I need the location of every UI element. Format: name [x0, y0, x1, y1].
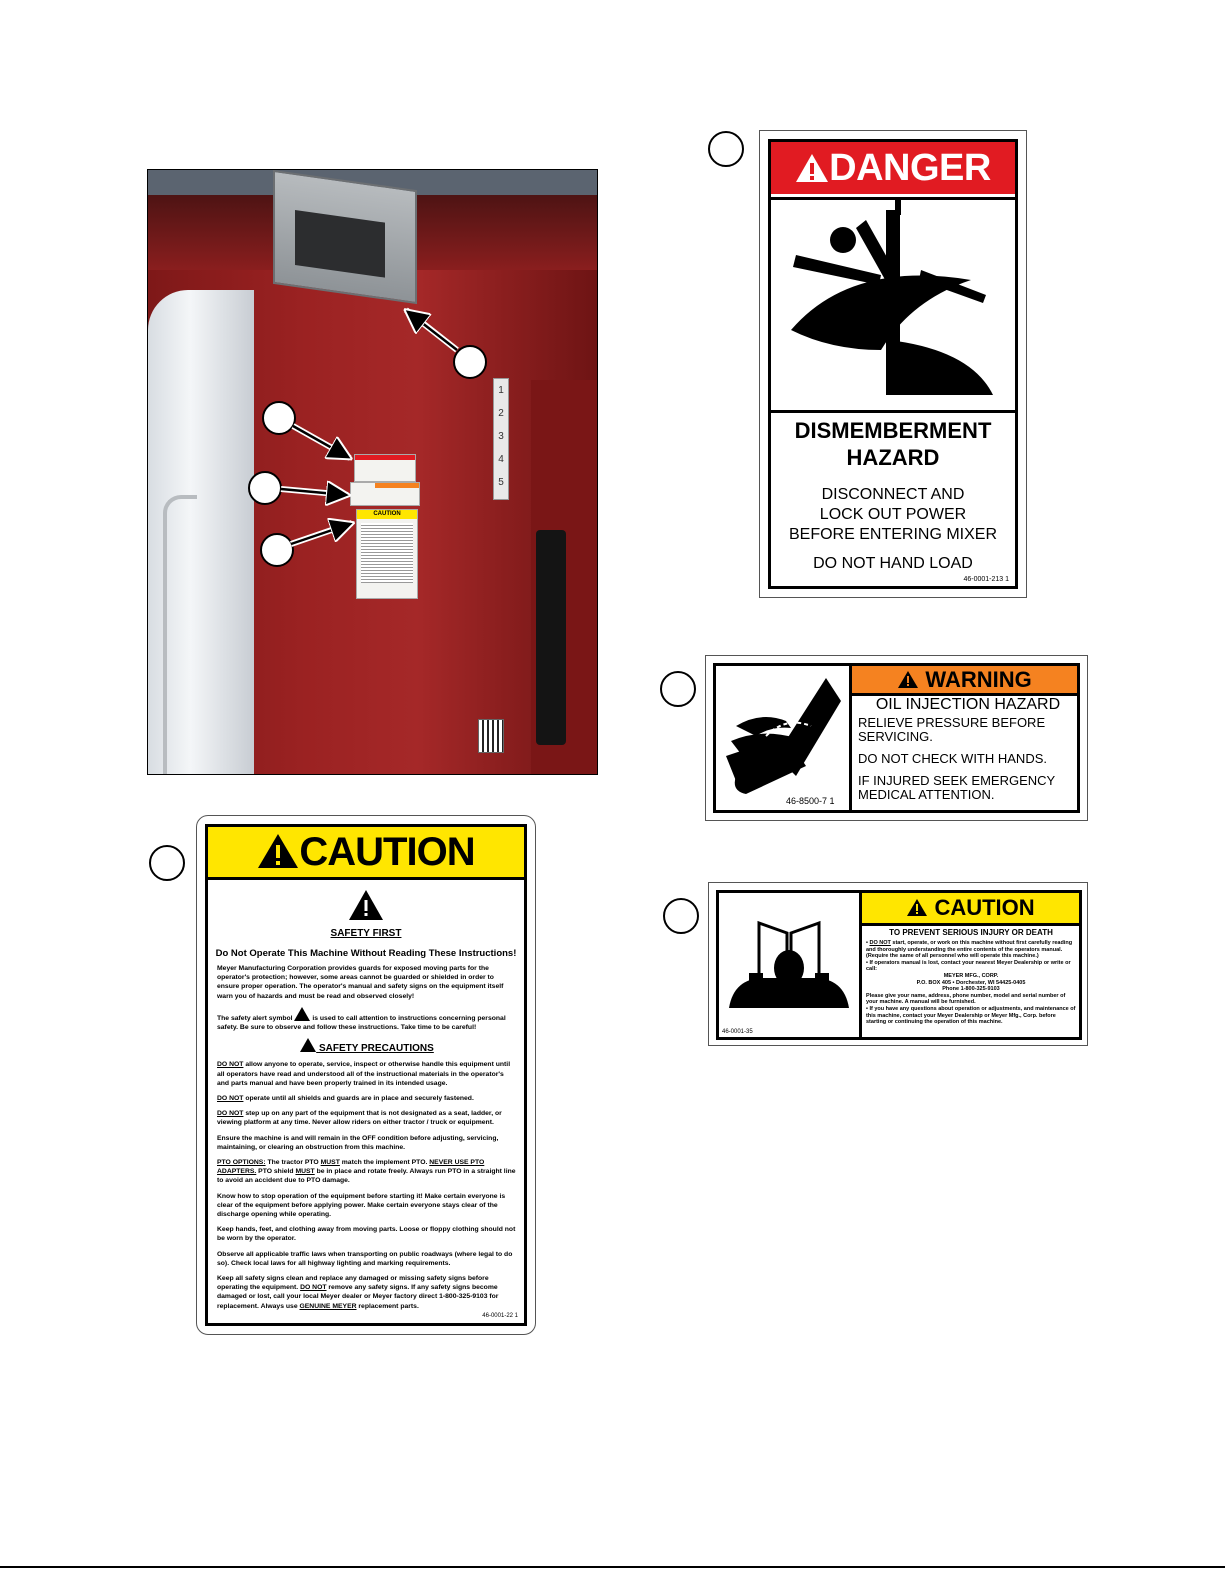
- read-manual-icon: [719, 893, 859, 1033]
- danger-hazard-title: DISMEMBERMENT HAZARD: [794, 418, 992, 470]
- precaution-paragraph: DO NOT operate until all shields and guards are in place and securely fastened.: [217, 1095, 474, 1103]
- warning-decal: [705, 655, 1088, 821]
- alert-triangle-icon: [257, 833, 299, 869]
- scale-mark: 5: [498, 477, 504, 488]
- qr-code: [478, 719, 504, 753]
- callout-caution-small: [663, 898, 699, 934]
- auger-pictogram: [771, 197, 1015, 413]
- grab-rail: [163, 495, 197, 775]
- caution-manual-title: TO PREVENT SERIOUS INJURY OR DEATH: [889, 928, 1053, 937]
- precaution-paragraph: Know how to stop operation of the equipment before starting it! Make certain everyone is clear of the equipment before applying power. Make certain everyone stays clear of the discharge opening while operating.: [217, 1192, 506, 1219]
- caution-manual-border: [716, 890, 1082, 1040]
- danger-instructions: [771, 485, 1015, 545]
- caution-large-body: [217, 964, 517, 1317]
- caution-safety-first-decal: [196, 815, 536, 1335]
- alert-triangle-icon: [906, 898, 928, 917]
- scale-mark: 1: [498, 385, 504, 396]
- oil-injection-pictogram: [716, 666, 852, 810]
- caution-large-part-number: 46-0001-22 1: [482, 1313, 518, 1319]
- caution-manual-bullet: • DO NOT start, operate, or work on this machine without first carefully reading and thoroughly understanding the entire contents of the operators manual. (Require the same of all personnel who will operate this machine.): [866, 940, 1073, 960]
- window-glass: [295, 210, 385, 278]
- page-bottom-rule: [0, 1566, 1225, 1568]
- alert-triangle-icon: [795, 153, 829, 183]
- warning-header-text: WARNING: [925, 667, 1032, 692]
- safety-precautions-heading: SAFETY PRECAUTIONS: [217, 1038, 517, 1053]
- inspection-window: [273, 170, 417, 304]
- danger-header: [771, 142, 1015, 194]
- warning-body: [858, 698, 1078, 810]
- callout-warning: [660, 671, 696, 707]
- callout-danger: [708, 131, 744, 167]
- caution-large-header-text: CAUTION: [299, 830, 475, 874]
- warning-decal-border: [713, 663, 1080, 813]
- caution-manual-body: [866, 928, 1076, 1026]
- callout-photo-mid: [248, 471, 282, 505]
- precaution-paragraph: Ensure the machine is and will remain in the OFF condition before adjusting, servicing, maintaining, or clearing an obstruction from this machine.: [217, 1134, 499, 1151]
- callout-photo-window: [453, 345, 487, 379]
- warning-line: DO NOT CHECK WITH HANDS.: [858, 751, 1047, 766]
- caution-manual-note: Please give your name, address, phone number, model and serial number of your machine. A manual will be furnished.: [866, 992, 1066, 1006]
- intro-paragraph: Meyer Manufacturing Corporation provides guards for exposed moving parts for the operator's protection; however, some areas cannot be guarded or shielded in order to ensure proper operation. The operator's manual and safety signs on the equipment itself warn you of hazards and must be read and observed closely!: [217, 965, 504, 1000]
- caution-manual-part-number: 46-0001-35: [722, 1029, 753, 1035]
- hydraulic-cylinder: [536, 530, 566, 745]
- danger-part-number: 46-0001-213 1: [963, 576, 1009, 583]
- precaution-paragraph: DO NOT allow anyone to operate, service, inspect or otherwise handle this equipment until all operators have read and understood all of the instructional materials in the operator's and parts manual and have been properly trained in its intended usage.: [217, 1061, 511, 1087]
- callout-caution-large: [149, 845, 185, 881]
- caution-manual-bullet: • If operators manual is lost, contact your nearest Meyer Dealership or write or call:: [866, 959, 1071, 973]
- caution-large-header: [208, 827, 524, 880]
- hand-oil-injection-icon: [716, 666, 849, 806]
- scale-mark: 4: [498, 454, 504, 465]
- precaution-paragraph: DO NOT step up on any part of the equipment that is not designated as a seat, ladder, or viewing platform at any time. Never allow riders on either tractor / truck or equipment.: [217, 1110, 502, 1127]
- precaution-paragraph: Keep hands, feet, and clothing away from moving parts. Loose or floppy clothing should not be worn by the operator.: [217, 1226, 516, 1243]
- photo-decal-warning: [350, 482, 420, 506]
- scale-mark: 3: [498, 431, 504, 442]
- danger-instruction-line: BEFORE ENTERING MIXER: [788, 526, 998, 543]
- alert-symbol-paragraph: The safety alert symbol is used to call attention to instructions concerning personal safety. Be sure to observe and follow these instructions. Take time to be careful!: [217, 1007, 517, 1032]
- precaution-paragraph: Keep all safety signs clean and replace any damaged or missing safety signs before operating the equipment. DO NOT remove any safety signs. If any safety signs become damaged or lost, call your local Meyer dealer or Meyer factory direct 1-800-325-9103 for replacement. Always use GENUINE MEYER replacement parts.: [217, 1275, 499, 1310]
- alert-triangle-icon: [897, 670, 919, 689]
- alert-triangle-icon: [348, 889, 384, 921]
- warning-header: [852, 666, 1077, 696]
- meyer-address: MEYER MFG., CORP. P.O. BOX 405 • Dorchester, WI 54425-0405 Phone 1-800-325-9103: [916, 972, 1026, 993]
- caution-manual-header-text: CAUTION: [934, 895, 1035, 920]
- danger-instruction-line: LOCK OUT POWER: [819, 506, 967, 523]
- do-not-operate-heading: Do Not Operate This Machine Without Reading These Instructions!: [215, 948, 517, 959]
- danger-hand-load-warning: DO NOT HAND LOAD: [813, 555, 973, 572]
- alert-triangle-icon: [300, 1038, 316, 1052]
- pto-paragraph: PTO OPTIONS: The tractor PTO MUST match the implement PTO. NEVER USE PTO ADAPTERS. PTO shield MUST be in place and rotate freely. Always run PTO in a straight line to avoid an accident due to PTO damage.: [217, 1159, 516, 1185]
- precaution-paragraph: Observe all applicable traffic laws when transporting on public roadways (where legal to do so). Check local laws for all highway lighting and marking requirements.: [217, 1250, 513, 1267]
- photo-decal-caution: CAUTION: [356, 509, 418, 599]
- read-manual-pictogram: [719, 893, 862, 1037]
- mixer-photo: [147, 169, 598, 775]
- danger-header-text: DANGER: [829, 147, 991, 189]
- rotating-auger-icon: [771, 200, 1015, 410]
- warning-title: OIL INJECTION HAZARD: [875, 696, 1061, 713]
- caution-manual-header: [862, 893, 1079, 926]
- caution-manual-decal: [708, 882, 1088, 1046]
- warning-line: IF INJURED SEEK EMERGENCY MEDICAL ATTENTION.: [858, 773, 1055, 802]
- scale-mark: 2: [498, 408, 504, 419]
- danger-instruction-line: DISCONNECT AND: [821, 486, 965, 503]
- safety-first-block: [208, 889, 524, 939]
- alert-triangle-icon: [294, 1007, 310, 1021]
- danger-decal: [759, 130, 1027, 598]
- warning-line: RELIEVE PRESSURE BEFORE SERVICING.: [858, 715, 1046, 744]
- danger-decal-border: [768, 139, 1018, 589]
- caution-manual-bullet: • If you have any questions about operation or adjustments, and maintenance of this machine, contact your Meyer Dealership or Meyer Mfg., Corp. before starting or continuing the operation of this machine.: [866, 1005, 1076, 1026]
- callout-photo-top: [262, 401, 296, 435]
- level-scale: [493, 378, 509, 500]
- callout-photo-bottom: [260, 533, 294, 567]
- safety-first-title: SAFETY FIRST: [330, 928, 402, 939]
- warning-part-number: 46-8500-7 1: [786, 796, 835, 806]
- caution-safety-first-border: [205, 824, 527, 1326]
- photo-decal-danger: [354, 454, 416, 482]
